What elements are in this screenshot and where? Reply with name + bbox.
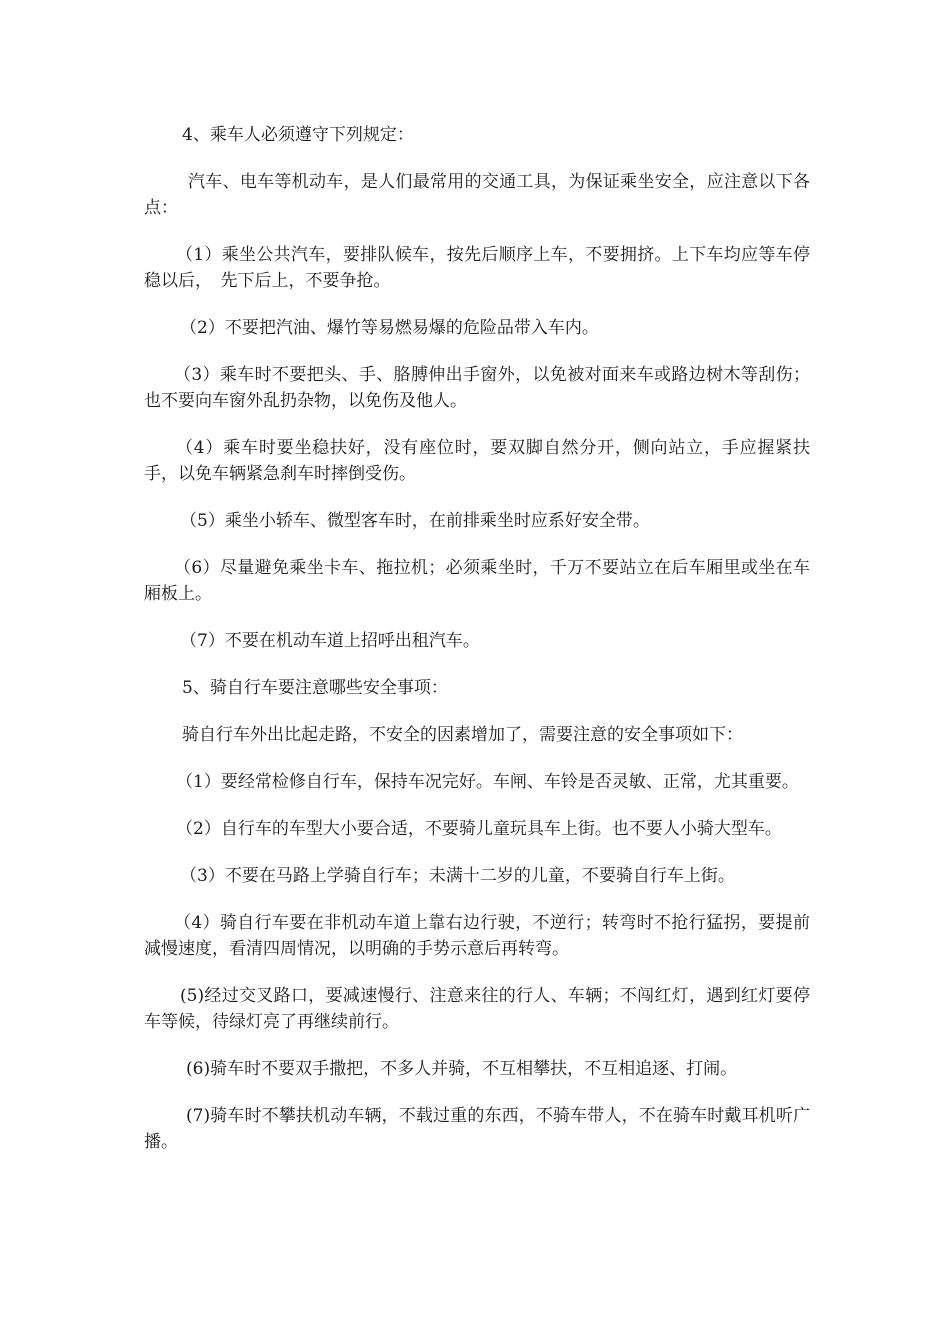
bike-item-4: （4）骑自行车要在非机动车道上靠右边行驶，不逆行；转弯时不抢行猛拐，要提前减慢速度，看清四周情况，以明确的手势示意后再转弯。 (144, 913, 810, 959)
rule-item-1: （1）乘坐公共汽车，要排队候车，按先后顺序上车，不要拥挤。上下车均应等车停稳以后， 先下后上，不要争抢。 (144, 245, 810, 291)
bike-item-7: (7)骑车时不攀扶机动车辆，不载过重的东西，不骑车带人，不在骑车时戴耳机听广播。 (144, 1106, 810, 1152)
rule-item-6: （6）尽量避免乘坐卡车、拖拉机；必须乘坐时，千万不要站立在后车厢里或坐在车厢板上。 (144, 558, 810, 604)
section-heading-bicycle: 5、骑自行车要注意哪些安全事项： (182, 678, 448, 698)
bike-item-5: (5)经过交叉路口，要减速慢行、注意来往的行人、车辆；不闯红灯，遇到红灯要停车等候，待绿灯亮了再继续前行。 (144, 986, 810, 1032)
paragraph-intro-bicycle: 骑自行车外出比起走路，不安全的因素增加了，需要注意的安全事项如下： (182, 725, 743, 745)
document-body (144, 122, 810, 1155)
rule-item-5: （5）乘坐小轿车、微型客车时，在前排乘坐时应系好安全带。 (180, 511, 650, 531)
rule-item-4: （4）乘车时要坐稳扶好，没有座位时，要双脚自然分开，侧向站立，手应握紧扶手，以免车辆紧急刹车时摔倒受伤。 (144, 438, 810, 484)
rule-item-3: （3）乘车时不要把头、手、胳膊伸出手窗外，以免被对面来车或路边树木等刮伤；也不要向车窗外乱扔杂物，以免伤及他人。 (144, 365, 810, 411)
bike-item-6: (6)骑车时不要双手撒把，不多人并骑，不互相攀扶，不互相追逐、打闹。 (186, 1059, 738, 1079)
section-heading-passengers: 4、乘车人必须遵守下列规定： (182, 125, 414, 145)
rule-item-7: （7）不要在机动车道上招呼出租汽车。 (180, 631, 480, 651)
paragraph-intro-vehicles: 汽车、电车等机动车，是人们最常用的交通工具，为保证乘坐安全，应注意以下各点： (144, 172, 810, 218)
bike-item-2: （2）自行车的车型大小要合适，不要骑儿童玩具车上街。也不要人小骑大型车。 (176, 819, 782, 839)
bike-item-3: （3）不要在马路上学骑自行车；未满十二岁的儿童，不要骑自行车上街。 (180, 866, 735, 886)
rule-item-2: （2）不要把汽油、爆竹等易燃易爆的危险品带入车内。 (180, 318, 599, 338)
bike-item-1: （1）要经常检修自行车，保持车况完好。车闸、车铃是否灵敏、正常，尤其重要。 (176, 772, 799, 792)
